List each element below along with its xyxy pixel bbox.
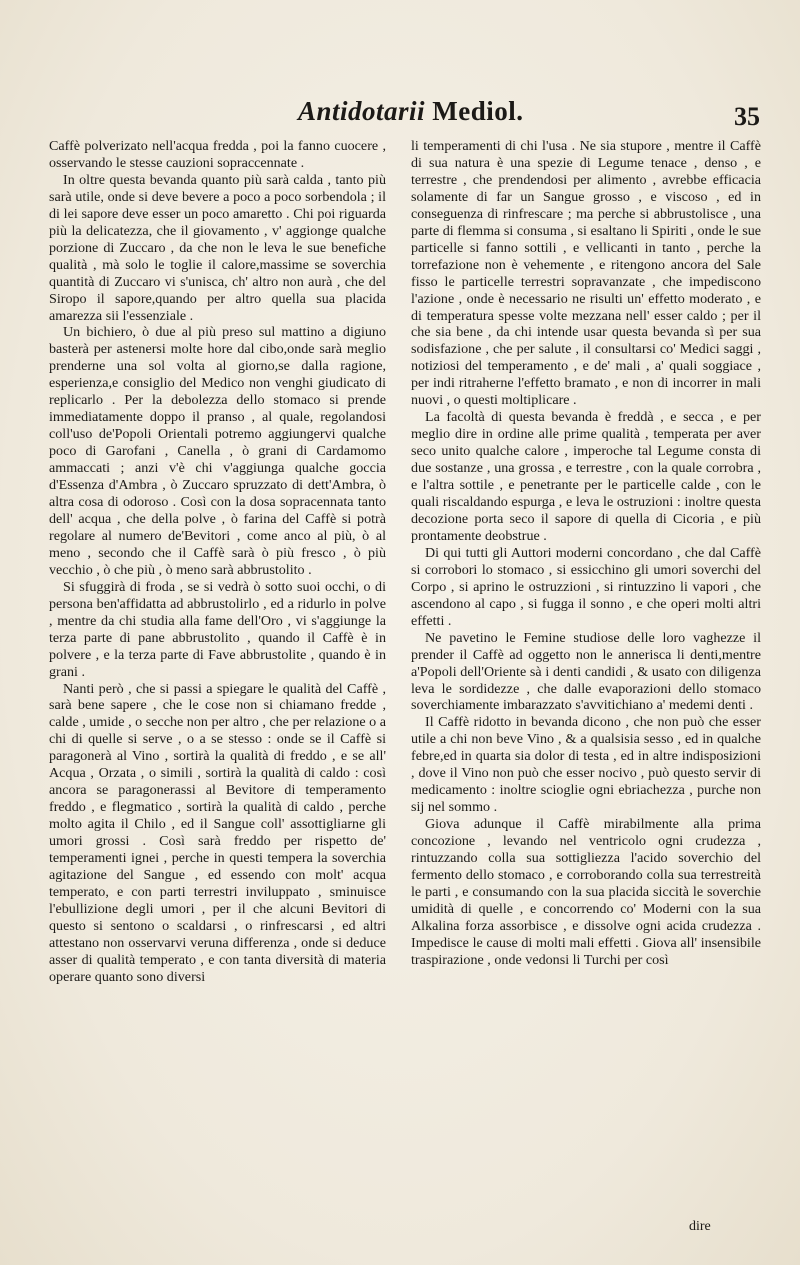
paragraph: Un bichiero, ò due al più preso sul mattino a digiuno basterà per astenersi molte hore dal cibo,onde sarà meglio prenderne una sol volta al giorno,se dalla ragione, esperienza,e consiglio del Medico non venghi giudicato di replicarlo . Per la debolezza dello stomaco si prende immediatamente doppo il pranso , al quale, regolandosi coll'uso de'Popoli Orientali potremo aggiungervi qualche poco di Garofani , Canella , ò grani di Cardamomo ammaccati ; anzi v'è chi v'aggiunga qualche goccia d'Essenza d'Ambra , ò Zuccaro spruzzato di dett'Ambra, ò altra cosa di odoroso . Così con la dosa sopracennata tanto dell' acqua , che della polve , ò farina del Caffè si potrà regolare al numero de'Bevitori , come anco al più, ò al meno , secondo che il Caffè sarà ò più fresco , ò più vecchio , ò che più , ò meno sarà abbrustolito .	[49, 324, 386, 578]
running-head	[298, 96, 524, 127]
page-number: 35	[734, 102, 760, 131]
right-column	[411, 138, 761, 1218]
paragraph: Caffè polverizato nell'acqua fredda , poi la fanno cuocere , osservando le stesse cauzioni sopraccennate .	[49, 138, 386, 171]
paragraph: Il Caffè ridotto in bevanda dicono , che non può che esser utile a chi non beve Vino , & a qualsisia sesso , ed in qualche febre,ed in quarta sia dolor di testa , ed in altre indisposizioni , dove il Vino non può che esser nocivo , può questo servir di medicamento : inoltre scioglie ogni ebriachezza , purche non sij nel sommo .	[411, 714, 761, 816]
paragraph: Di qui tutti gli Auttori moderni concordano , che dal Caffè si corrobori lo stomaco , si essicchino gli umori soverchi del Corpo , si aprino le ostruzzioni , si rintuzzino li vapori , che ascendono al capo , si fugga il sonno , e che operi molti altri effetti .	[411, 544, 761, 629]
paragraph: Giova adunque il Caffè mirabilmente alla prima concozione , levando nel ventricolo ogni crudezza , rintuzzando colla sua sottigliezza l'acido soverchio del fermento dello stomaco , e corroborando colla sua terrestreità le parti , e consumando con la sua placida siccità le soverchie umidità di quelle , e concorrendo co' Moderni con la sua Alkalina forza assorbisce , e dissolve ogni acida crudezza . Impedisce le cause di molti mali effetti . Giova all' insensibile traspirazione , onde vedonsi li Turchi per così	[411, 816, 761, 968]
paragraph: In oltre questa bevanda quanto più sarà calda , tanto più sarà utile, onde si deve bevere a poco a poco sorbendola ; il di lei sapore deve esser un poco amaretto . Chi poi riguarda più la delicatezza, che il giovamento , v' aggionge qualche porzione di Zuccaro , da che non le leva le sue benefiche qualità , mà solo le toglie il calore,massime se soverchia quantità di Zuccaro vi s'unisca, ch' altro non aurà , che del Siropo il sapore,quando per altro quella sua placida amarezza sii l'essenziale .	[49, 171, 386, 324]
catchword: dire	[689, 1219, 711, 1234]
paragraph: Si sfuggirà di froda , se si vedrà ò sotto suoi occhi, o di persona ben'affidatta ad abbrustolirlo , ed a ridurlo in polve , mentre da chi studia alla fame dell'Oro , vi s'aggiunge la terza parte di pane abbrustolito , quando il Caffè è in polvere , e la terza parte di Fave abbrustolite , quando è in grani .	[49, 578, 386, 680]
page-header	[48, 94, 768, 134]
running-head-italic: Antidotarii	[298, 96, 426, 126]
paragraph: Ne pavetino le Femine studiose delle loro vaghezze il prender il Caffè ad oggetto non le annerisca li denti,mentre a'Popoli dell'Oriente sà i denti candidi , & usato con diligenza leva le sordidezze , che dalle evaporazioni dello stomaco soverchiamente imbarazzato s'avvitichiano a' medemi denti .	[411, 629, 761, 714]
paragraph: Nanti però , che si passi a spiegare le qualità del Caffè , sarà bene sapere , che le cose non si chiamano fredde , calde , umide , o secche non per altro , che per relazione o a chi di quelle si serve , o a se stesso : onde se il Caffè si paragonerà al Vino , sortirà la qualità di freddo , e se all' Acqua , Orzata , o simili , sortirà la qualità di caldo : così ancora se paragonerassi al Bevitore di temperamento freddo , e flegmatico , sortirà la qualità di caldo , perche molto agita il Chilo , ed il Sangue coll' assottigliarne gli umori grossi . Così sarà freddo per rispetto de' temperamenti ignei , perche in questi tempera la soverchia agitazione del Sangue , ed essendo con molt' acqua temperato, e con parti terrestri inviluppato , sminuisce l'ebullizione degli umori , per il che alcuni Bevitori di questo si sentono o scaldarsi , o rinfrescarsi , ed altri attestano non osservarvi veruna differenza , onde si deduce asser di qualità temperato , e con tanta diversità di materia operare quanto sono diversi	[49, 680, 386, 985]
paragraph: li temperamenti di chi l'usa . Ne sia stupore , mentre il Caffè di sua natura è una spezie di Legume tenace , denso , e terrestre , che prendendosi per alimento , avrebbe efficacia solamente di far un Sangue grosso , e viscoso , ed in conseguenza di rinfrescare ; ma perche si abbrustolisce , una parte di flemma si consuma , si esaltano li Spiriti , onde le sue particelle si fanno sottili , e vellicanti in tanto , perche la torrefazione non è vehemente , e ritengono ancora del Sale fisso le particelle terrestri sopravanzate , che impediscono l'azione , onde è necessario ne risulti un' effetto moderato , e di temperatura spesse volte mezzana nell' esser caldo ; per il che sia bene , da chi intende usar questa bevanda sì per sua sodisfazione , che per salute , il consultarsi co' Medici saggi , notiziosi del temperamento , e de' mali , a' quali soggiace , per indi ritraherne l'effetto bramato , e non di incorrer in mali nuovi , o questi moltiplicare .	[411, 138, 761, 409]
left-column	[49, 138, 386, 1218]
running-head-plain: Mediol.	[432, 96, 524, 126]
paragraph: La facoltà di questa bevanda è freddà , e secca , e per meglio dire in ordine alle prime qualità , temperata per aver seco unito qualche calore , imperoche tal Legume consta di due sostanze , una grossa , e terrestre , con la quale corrobra , e l'altra sottile , e penetrante per le particelle calde , con le quali riscaldando espurga , e leva le ostruzioni : inoltre questa decozione porta seco il sapore di quella di Cicoria , e più prontamente deobstrue .	[411, 409, 761, 544]
